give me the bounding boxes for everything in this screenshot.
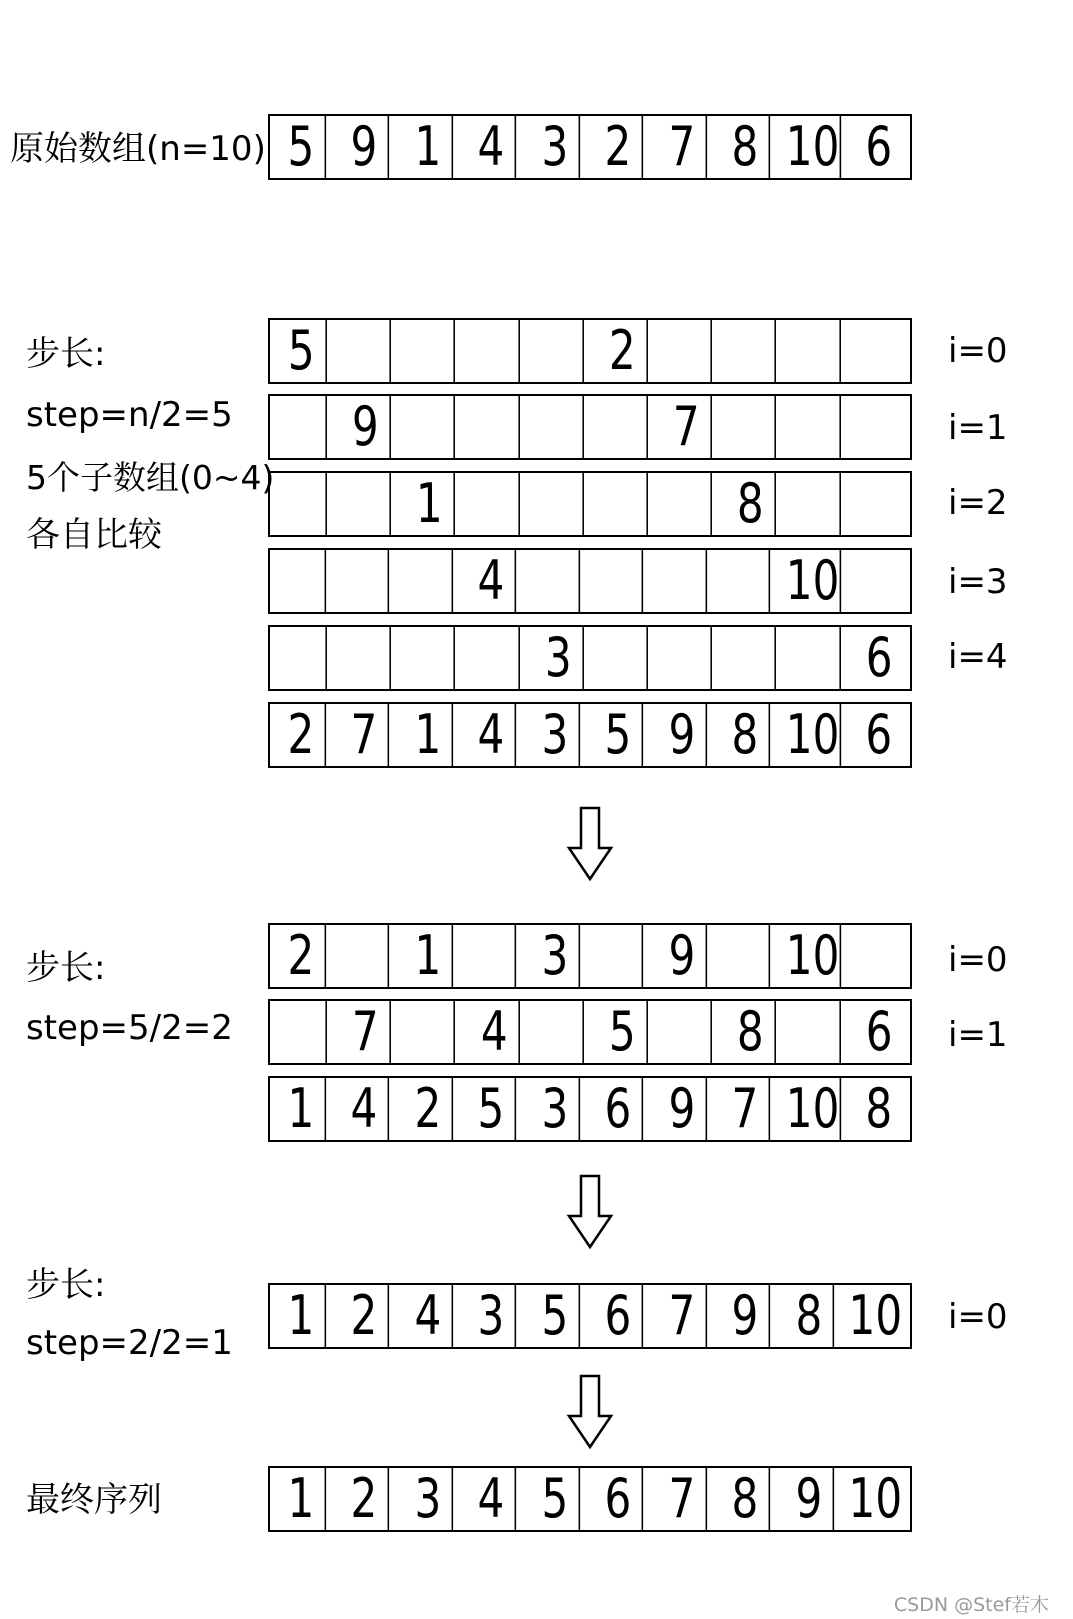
array-cell-value: 3 [541, 115, 569, 178]
array-cell-value: 4 [477, 703, 505, 766]
array-cell [658, 550, 708, 612]
array-cell-value: 10 [785, 115, 840, 178]
array-cell [405, 396, 455, 458]
array-cell [405, 1001, 455, 1063]
array-cell [594, 925, 644, 987]
array-cell [467, 1468, 517, 1530]
array-cell-value: 5 [287, 319, 315, 382]
array-cell [341, 473, 391, 535]
array-cell [405, 473, 455, 535]
array-cell-value: 5 [604, 703, 632, 766]
array-cell [534, 396, 584, 458]
array-cell [594, 1468, 644, 1530]
array-cell [721, 1468, 771, 1530]
pass1-result-row [268, 702, 912, 768]
array-cell [791, 1001, 841, 1063]
pass2-group-row [268, 923, 912, 989]
array-cell-value: 3 [477, 1284, 505, 1347]
array-cell-value: 1 [416, 472, 444, 535]
array-cell [467, 116, 517, 178]
array-cell [340, 550, 390, 612]
array-cell-value: 9 [795, 1467, 823, 1530]
array-cell-value: 1 [414, 115, 442, 178]
array-cell [658, 1078, 708, 1140]
array-cell [786, 550, 841, 612]
pass2-group-index-label: i=1 [948, 1015, 1008, 1055]
array-cell-value: 4 [480, 1000, 508, 1063]
array-cell [404, 1078, 454, 1140]
array-cell-value: 1 [287, 1467, 315, 1530]
array-cell-value: 5 [541, 1284, 569, 1347]
array-cell-value: 6 [604, 1284, 632, 1347]
array-cell [405, 627, 455, 689]
array-cell [470, 473, 520, 535]
array-cell [855, 1001, 904, 1063]
array-cell [470, 1001, 520, 1063]
array-cell-value: 1 [414, 924, 442, 987]
array-cell-value: 7 [668, 115, 696, 178]
down-arrow-icon [566, 1374, 614, 1450]
array-cell [786, 1078, 841, 1140]
array-cell [277, 1078, 327, 1140]
pass1-group-index-label: i=1 [948, 408, 1008, 448]
array-cell [340, 1078, 390, 1140]
array-cell-value: 6 [865, 1000, 893, 1063]
array-cell [594, 1078, 644, 1140]
array-cell [855, 116, 903, 178]
array-cell-value: 10 [785, 924, 840, 987]
array-cell [598, 1001, 648, 1063]
array-cell [855, 925, 903, 987]
pass3-step-heading: 步长: [26, 1265, 106, 1305]
array-cell [277, 550, 327, 612]
pass3-group-index-label: i=0 [948, 1297, 1008, 1337]
array-cell [277, 704, 327, 766]
array-cell [662, 473, 712, 535]
array-cell [534, 473, 584, 535]
array-cell-value: 5 [287, 115, 315, 178]
array-cell-value: 7 [731, 1077, 759, 1140]
array-cell [404, 116, 454, 178]
array-cell-value: 2 [604, 115, 632, 178]
array-cell-value: 2 [608, 319, 636, 382]
array-cell [855, 473, 904, 535]
pass3-step-formula: step=2/2=1 [26, 1323, 233, 1363]
array-cell [341, 1001, 391, 1063]
array-cell-value: 9 [731, 1284, 759, 1347]
array-cell-value: 3 [541, 703, 569, 766]
array-cell [721, 925, 771, 987]
array-cell [534, 1001, 584, 1063]
array-cell [341, 396, 391, 458]
array-cell [791, 627, 841, 689]
array-cell [531, 925, 581, 987]
array-cell [855, 627, 904, 689]
array-cell-value: 1 [287, 1284, 315, 1347]
array-cell [277, 1285, 327, 1347]
array-cell-value: 8 [731, 703, 759, 766]
array-cell-value: 4 [477, 549, 505, 612]
original-array-label: 原始数组(n=10) [10, 129, 266, 169]
array-cell [470, 320, 520, 382]
array-cell-value: 2 [287, 924, 315, 987]
array-cell [786, 704, 841, 766]
array-cell-value: 8 [731, 115, 759, 178]
array-cell-value: 9 [668, 703, 696, 766]
pass1-step-formula: step=n/2=5 [26, 395, 233, 435]
array-cell [467, 925, 517, 987]
array-cell [277, 627, 327, 689]
array-cell [594, 550, 644, 612]
array-cell [721, 116, 771, 178]
array-cell [726, 1001, 776, 1063]
pass1-group-index-label: i=2 [948, 483, 1008, 523]
down-arrow-icon [566, 806, 614, 882]
array-cell [598, 473, 648, 535]
array-cell [785, 1285, 835, 1347]
array-cell-value: 9 [668, 1077, 696, 1140]
array-cell-value: 2 [351, 1467, 378, 1530]
watermark: CSDN @Stef若木 [893, 1594, 1049, 1616]
array-cell [658, 925, 708, 987]
pass2-step-formula: step=5/2=2 [26, 1008, 233, 1048]
array-cell [404, 1468, 454, 1530]
array-cell-value: 5 [477, 1077, 505, 1140]
array-cell [340, 1468, 390, 1530]
array-cell [849, 1285, 903, 1347]
array-cell [531, 1468, 581, 1530]
array-cell [791, 473, 841, 535]
original-array-row [268, 114, 912, 180]
array-cell [277, 396, 327, 458]
array-cell [658, 116, 708, 178]
array-cell-value: 8 [737, 1000, 765, 1063]
array-cell-value: 10 [848, 1284, 903, 1347]
array-cell [594, 116, 644, 178]
array-cell [531, 550, 581, 612]
pass1-group-index-label: i=0 [948, 331, 1008, 371]
array-cell-value: 10 [785, 1077, 840, 1140]
array-cell [277, 1468, 327, 1530]
array-cell-value: 9 [352, 395, 379, 458]
array-cell-value: 9 [351, 115, 378, 178]
array-cell-value: 8 [795, 1284, 823, 1347]
array-cell [467, 704, 517, 766]
array-cell [594, 1285, 644, 1347]
pass2-step-heading: 步长: [26, 948, 106, 988]
array-cell-value: 1 [414, 703, 442, 766]
array-cell [404, 704, 454, 766]
array-cell [531, 704, 581, 766]
array-cell [470, 627, 520, 689]
array-cell [470, 396, 520, 458]
array-cell [662, 1001, 712, 1063]
array-cell [791, 396, 841, 458]
pass1-group-row [268, 548, 912, 614]
pass1-group-index-label: i=3 [948, 562, 1008, 602]
array-cell [658, 704, 708, 766]
array-cell [534, 627, 584, 689]
array-cell-value: 6 [865, 626, 893, 689]
array-cell-value: 4 [477, 115, 505, 178]
array-cell [785, 1468, 835, 1530]
array-cell [726, 627, 776, 689]
array-cell [340, 1285, 390, 1347]
array-cell [277, 1001, 327, 1063]
array-cell [277, 925, 327, 987]
array-cell [277, 473, 327, 535]
array-cell-value: 7 [352, 1000, 379, 1063]
array-cell [404, 1285, 454, 1347]
array-cell [340, 704, 390, 766]
array-cell [467, 1078, 517, 1140]
pass1-group-index-label: i=4 [948, 637, 1008, 677]
array-cell [662, 627, 712, 689]
array-cell [786, 925, 841, 987]
array-cell [855, 396, 904, 458]
array-cell-value: 4 [414, 1284, 442, 1347]
array-cell-value: 6 [865, 703, 893, 766]
array-cell [855, 1078, 903, 1140]
array-cell-value: 7 [351, 703, 378, 766]
pass1-group-row [268, 318, 912, 384]
pass3-group-row [268, 1283, 912, 1349]
array-cell [467, 1285, 517, 1347]
array-cell-value: 8 [865, 1077, 893, 1140]
array-cell [277, 116, 327, 178]
array-cell-value: 7 [673, 395, 700, 458]
pass2-group-row [268, 999, 912, 1065]
array-cell [721, 1285, 771, 1347]
array-cell [849, 1468, 903, 1530]
array-cell [534, 320, 584, 382]
array-cell-value: 1 [287, 1077, 315, 1140]
array-cell [662, 320, 712, 382]
array-cell [786, 116, 841, 178]
array-cell-value: 3 [414, 1467, 442, 1530]
array-cell-value: 5 [541, 1467, 569, 1530]
array-cell-value: 10 [785, 549, 840, 612]
pass1-step-heading: 步长: [26, 334, 106, 374]
array-cell [340, 925, 390, 987]
array-cell [405, 320, 455, 382]
array-cell-value: 3 [544, 626, 572, 689]
array-cell [726, 473, 776, 535]
array-cell [341, 320, 391, 382]
pass1-group-row [268, 394, 912, 460]
array-cell [658, 1468, 708, 1530]
array-cell [341, 627, 391, 689]
array-cell [855, 320, 904, 382]
array-cell [340, 116, 390, 178]
final-sequence-label: 最终序列 [26, 1480, 162, 1520]
array-cell [721, 704, 771, 766]
array-cell [855, 704, 903, 766]
array-cell-value: 5 [608, 1000, 636, 1063]
array-cell-value: 3 [541, 1077, 569, 1140]
array-cell [662, 396, 712, 458]
array-cell-value: 8 [737, 472, 765, 535]
pass1-group-row [268, 625, 912, 691]
array-cell-value: 7 [668, 1284, 696, 1347]
array-cell-value: 4 [477, 1467, 505, 1530]
array-cell [598, 627, 648, 689]
final-sequence-row [268, 1466, 912, 1532]
array-cell [277, 320, 327, 382]
array-cell [467, 550, 517, 612]
array-cell-value: 2 [414, 1077, 442, 1140]
pass1-compare-note: 各自比较 [26, 515, 162, 555]
array-cell-value: 10 [848, 1467, 903, 1530]
array-cell [531, 116, 581, 178]
array-cell [531, 1285, 581, 1347]
array-cell [721, 550, 771, 612]
array-cell [658, 1285, 708, 1347]
array-cell-value: 7 [668, 1467, 696, 1530]
array-cell [531, 1078, 581, 1140]
array-cell [726, 320, 776, 382]
pass2-group-index-label: i=0 [948, 940, 1008, 980]
array-cell [598, 320, 648, 382]
array-cell-value: 3 [541, 924, 569, 987]
array-cell [726, 396, 776, 458]
array-cell-value: 6 [865, 115, 893, 178]
array-cell-value: 2 [287, 703, 315, 766]
array-cell [404, 925, 454, 987]
array-cell-value: 8 [731, 1467, 759, 1530]
pass2-result-row [268, 1076, 912, 1142]
array-cell-value: 2 [351, 1284, 378, 1347]
array-cell-value: 6 [604, 1467, 632, 1530]
array-cell [721, 1078, 771, 1140]
pass1-subarray-note: 5个子数组(0~4) [26, 458, 275, 497]
array-cell-value: 10 [785, 703, 840, 766]
array-cell-value: 9 [668, 924, 696, 987]
array-cell-value: 6 [604, 1077, 632, 1140]
down-arrow-icon [566, 1174, 614, 1250]
array-cell [594, 704, 644, 766]
pass1-group-row [268, 471, 912, 537]
array-cell [598, 396, 648, 458]
array-cell [855, 550, 903, 612]
array-cell [404, 550, 454, 612]
array-cell [791, 320, 841, 382]
array-cell-value: 4 [351, 1077, 378, 1140]
